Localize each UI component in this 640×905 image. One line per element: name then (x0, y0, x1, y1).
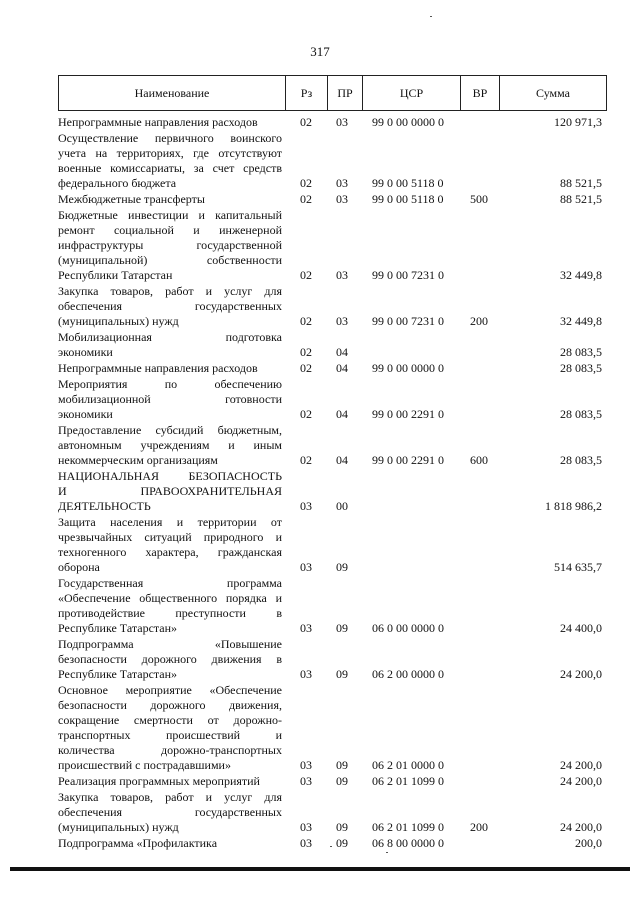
row-name (58, 576, 282, 636)
row-csr: 99 0 00 7231 0 (372, 268, 444, 282)
row-name-line: Подпрограмма «Профилактика (58, 836, 218, 850)
row-rz: 02 (300, 115, 312, 129)
row-sum: 24 200,0 (560, 774, 602, 788)
row-name (58, 208, 282, 283)
row-name (58, 330, 282, 360)
row-name-line: Государственная программа (58, 576, 282, 590)
row-sum: 24 400,0 (560, 621, 602, 635)
row-sum: 88 521,5 (560, 176, 602, 190)
row-name-line: Реализация программных мероприятий (58, 774, 260, 788)
row-sum: 28 083,5 (560, 361, 602, 375)
header-csr: ЦСР (362, 75, 461, 111)
row-name-line: Предоставление субсидий бюджетным, (58, 423, 282, 437)
row-name-line: Бюджетные инвестиции и капитальный (58, 208, 282, 222)
row-name-line: противодействие преступности в (58, 606, 282, 620)
row-name (58, 637, 282, 682)
row-name (58, 836, 282, 851)
row-name-line: сокращение смертности от дорожно- (58, 713, 282, 727)
row-rz: 02 (300, 314, 312, 328)
row-pr: 03 (336, 192, 348, 206)
row-sum: 120 971,3 (554, 115, 602, 129)
row-vr: 500 (470, 192, 488, 206)
row-name-line: Осуществление первичного воинского (58, 131, 282, 145)
row-csr: 99 0 00 2291 0 (372, 407, 444, 421)
row-name-line: безопасности дорожного движения, (58, 698, 282, 712)
row-name-line: некоммерческим организациям (58, 453, 218, 467)
row-csr: 99 0 00 0000 0 (372, 115, 444, 129)
row-sum: 24 200,0 (560, 667, 602, 681)
row-sum: 24 200,0 (560, 820, 602, 834)
header-vr: ВР (460, 75, 500, 111)
row-name-line: Межбюджетные трансферты (58, 192, 205, 206)
row-name (58, 115, 282, 130)
row-pr: 04 (336, 345, 348, 359)
row-rz: 03 (300, 836, 312, 850)
row-name-line: экономики (58, 407, 113, 421)
scan-speck (430, 16, 432, 17)
row-sum: 1 818 986,2 (545, 499, 602, 513)
row-sum: 28 083,5 (560, 453, 602, 467)
row-name (58, 377, 282, 422)
row-name-line: количества дорожно-транспортных (58, 743, 282, 757)
row-sum: 28 083,5 (560, 407, 602, 421)
row-pr: 09 (336, 836, 348, 850)
row-rz: 02 (300, 361, 312, 375)
row-rz: 03 (300, 560, 312, 574)
row-rz: 03 (300, 621, 312, 635)
row-pr: 00 (336, 499, 348, 513)
row-sum: 88 521,5 (560, 192, 602, 206)
row-rz: 02 (300, 345, 312, 359)
row-rz: 03 (300, 499, 312, 513)
row-name-line: происшествий с пострадавшими» (58, 758, 231, 772)
row-sum: 32 449,8 (560, 268, 602, 282)
row-name (58, 515, 282, 575)
row-name (58, 469, 282, 514)
row-pr: 09 (336, 621, 348, 635)
row-vr: 200 (470, 314, 488, 328)
row-name-line: федерального бюджета (58, 176, 177, 190)
header-sum: Сумма (499, 75, 607, 111)
row-rz: 02 (300, 192, 312, 206)
row-name-line: Непрограммные направления расходов (58, 361, 258, 375)
row-pr: 09 (336, 667, 348, 681)
row-rz: 02 (300, 176, 312, 190)
scan-speck (386, 852, 388, 853)
row-rz: 03 (300, 758, 312, 772)
row-csr: 99 0 00 5118 0 (372, 192, 444, 206)
row-name (58, 683, 282, 773)
row-name-line: оборона (58, 560, 100, 574)
row-name-line: чрезвычайных ситуаций природного и (58, 530, 282, 544)
row-vr: 200 (470, 820, 488, 834)
row-rz: 03 (300, 774, 312, 788)
row-name-line: Непрограммные направления расходов (58, 115, 258, 129)
row-csr: 99 0 00 2291 0 (372, 453, 444, 467)
row-name (58, 131, 282, 191)
row-name-line: экономики (58, 345, 113, 359)
row-name-line: (муниципальных) нужд (58, 314, 179, 328)
row-pr: 09 (336, 758, 348, 772)
row-pr: 03 (336, 268, 348, 282)
row-name-line: безопасности дорожного движения в (58, 652, 282, 666)
row-name-line: мобилизационной готовности (58, 392, 282, 406)
header-name: Наименование (58, 75, 286, 111)
row-csr: 06 0 00 0000 0 (372, 621, 444, 635)
row-name-line: (муниципальных) нужд (58, 820, 179, 834)
row-name-line: Подпрограмма «Повышение (58, 637, 282, 651)
row-pr: 04 (336, 361, 348, 375)
row-name-line: (муниципальной) собственности (58, 253, 282, 267)
row-rz: 02 (300, 407, 312, 421)
row-rz: 03 (300, 667, 312, 681)
row-csr: 99 0 00 7231 0 (372, 314, 444, 328)
row-name-line: Республике Татарстан» (58, 621, 178, 635)
row-name (58, 192, 282, 207)
row-name-line: военные комиссариаты, за счет средств (58, 161, 282, 175)
scan-speck (330, 846, 332, 847)
row-name-line: техногенного характера, гражданская (58, 545, 282, 559)
row-vr: 600 (470, 453, 488, 467)
row-name (58, 361, 282, 376)
row-pr: 03 (336, 115, 348, 129)
row-name-line: обеспечения государственных (58, 299, 282, 313)
row-csr: 06 2 01 1099 0 (372, 774, 444, 788)
row-pr: 09 (336, 560, 348, 574)
row-pr: 09 (336, 820, 348, 834)
row-name-line: транспортных происшествий и (58, 728, 282, 742)
row-pr: 09 (336, 774, 348, 788)
row-sum: 200,0 (575, 836, 602, 850)
row-name (58, 423, 282, 468)
row-name-line: Республики Татарстан (58, 268, 173, 282)
row-name-line: автономным учреждениям и иным (58, 438, 282, 452)
row-name-line: Республике Татарстан» (58, 667, 178, 681)
row-rz: 02 (300, 453, 312, 467)
row-name (58, 790, 282, 835)
row-name-line: инфраструктуры государственной (58, 238, 282, 252)
row-csr: 06 8 00 0000 0 (372, 836, 444, 850)
row-pr: 04 (336, 407, 348, 421)
row-sum: 32 449,8 (560, 314, 602, 328)
row-rz: 02 (300, 268, 312, 282)
row-pr: 03 (336, 176, 348, 190)
row-name (58, 284, 282, 329)
row-csr: 06 2 01 0000 0 (372, 758, 444, 772)
page-number: 317 (310, 44, 330, 59)
row-sum: 24 200,0 (560, 758, 602, 772)
row-csr: 99 0 00 0000 0 (372, 361, 444, 375)
row-name-line: Мероприятия по обеспечению (58, 377, 282, 391)
row-name-line: Мобилизационная подготовка (58, 330, 282, 344)
scan-bottom-bar (10, 867, 630, 871)
row-csr: 06 2 00 0000 0 (372, 667, 444, 681)
row-csr: 99 0 00 5118 0 (372, 176, 444, 190)
header-pr: ПР (327, 75, 363, 111)
row-name-line: Основное мероприятие «Обеспечение (58, 683, 282, 697)
row-name-line: «Обеспечение общественного порядка и (58, 591, 282, 605)
row-csr: 06 2 01 1099 0 (372, 820, 444, 834)
row-name-line: Закупка товаров, работ и услуг для (58, 284, 282, 298)
row-name-line: И ПРАВООХРАНИТЕЛЬНАЯ (58, 484, 282, 498)
row-rz: 03 (300, 820, 312, 834)
row-sum: 28 083,5 (560, 345, 602, 359)
row-name-line: ДЕЯТЕЛЬНОСТЬ (58, 499, 151, 513)
header-rz: Рз (285, 75, 328, 111)
row-name-line: Закупка товаров, работ и услуг для (58, 790, 282, 804)
row-name-line: Защита населения и территории от (58, 515, 282, 529)
row-name-line: НАЦИОНАЛЬНАЯ БЕЗОПАСНОСТЬ (58, 469, 282, 483)
row-pr: 03 (336, 314, 348, 328)
row-name (58, 774, 282, 789)
row-name-line: учета на территориях, где отсутствуют (58, 146, 282, 160)
row-sum: 514 635,7 (554, 560, 602, 574)
row-name-line: ремонт социальной и инженерной (58, 223, 282, 237)
row-pr: 04 (336, 453, 348, 467)
row-name-line: обеспечения государственных (58, 805, 282, 819)
